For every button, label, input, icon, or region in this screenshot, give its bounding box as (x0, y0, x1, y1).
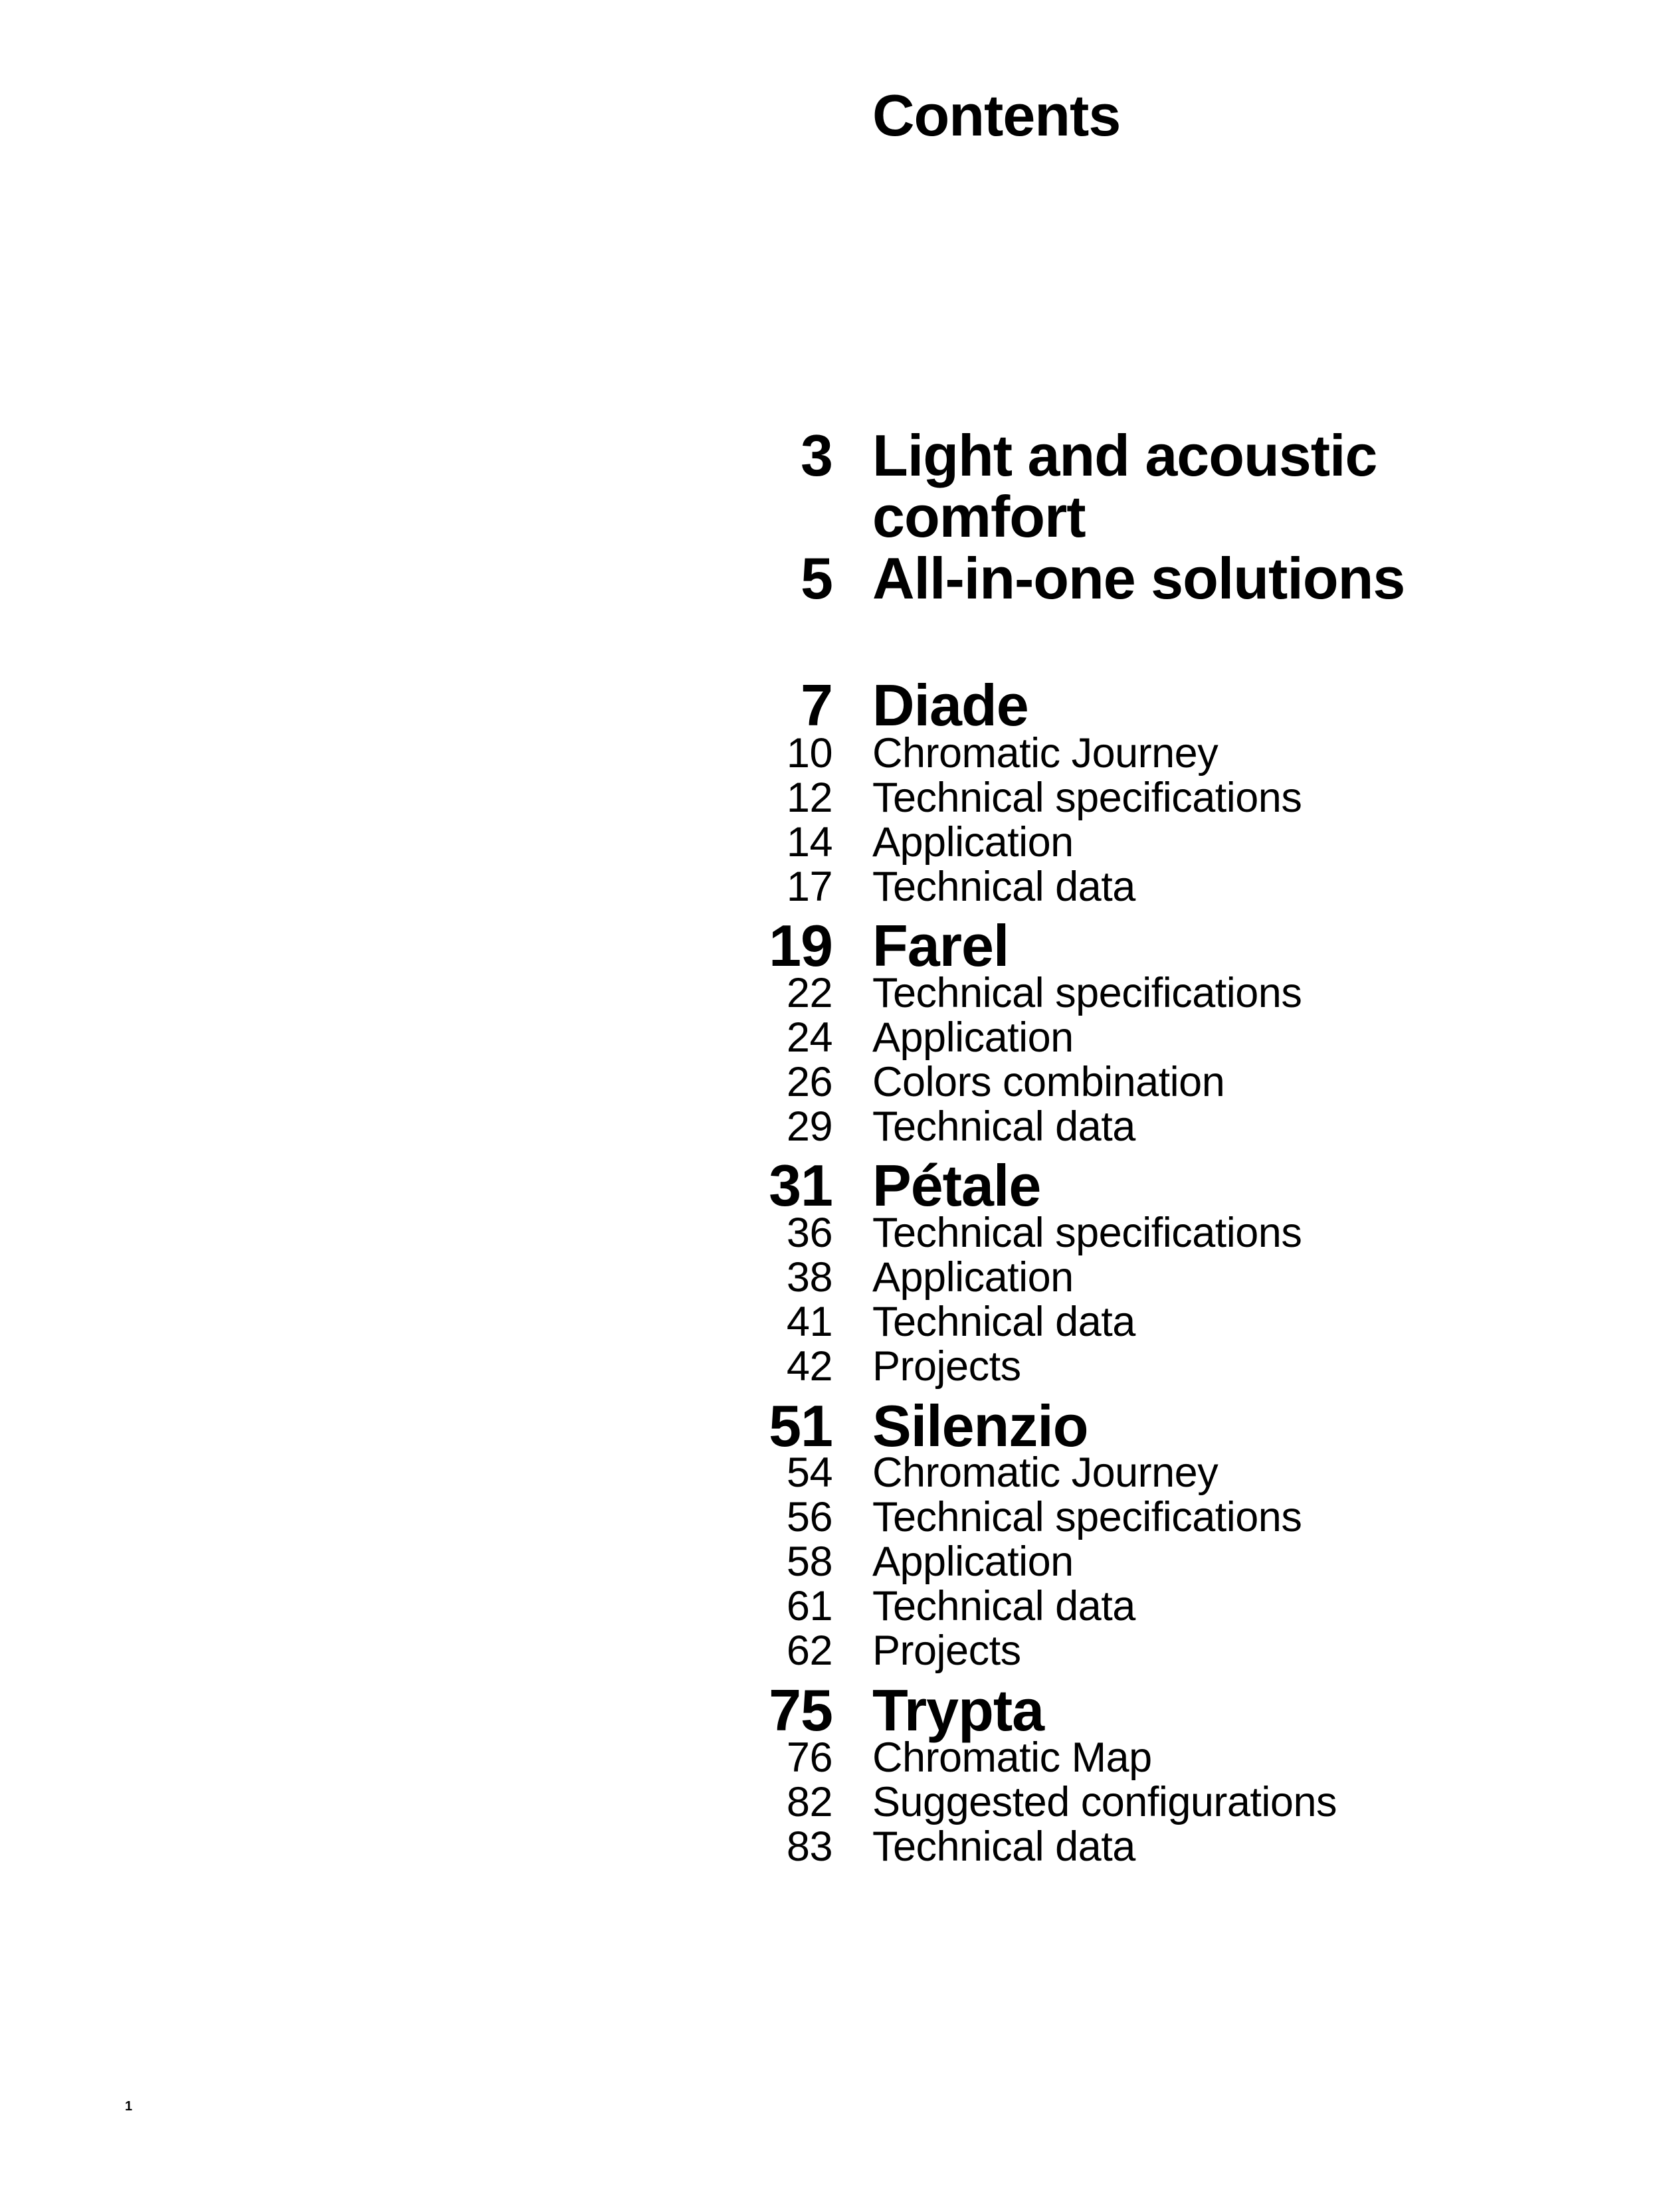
toc-page-number: 75 (769, 1677, 832, 1743)
toc-page-number: 26 (786, 1059, 832, 1105)
toc-section-title: Silenzio (872, 1393, 1088, 1459)
toc-item-label: Technical data (872, 1103, 1135, 1150)
toc-item-label: Technical specifications (872, 1494, 1302, 1540)
toc-page-number: 61 (786, 1583, 832, 1629)
toc-page-number: 10 (786, 730, 832, 777)
toc-page-number: 56 (786, 1494, 832, 1540)
toc-item-label: Application (872, 1014, 1074, 1061)
toc-item-label: Chromatic Map (872, 1734, 1152, 1781)
toc-page-number: 51 (769, 1393, 832, 1459)
toc-item-label: Technical data (872, 864, 1135, 910)
toc-page-number: 12 (786, 775, 832, 821)
toc-heading: All-in-one solutions (872, 545, 1405, 611)
toc-page-number: 7 (801, 672, 832, 738)
toc-item-label: Technical specifications (872, 1210, 1302, 1256)
toc-page-number: 38 (786, 1254, 832, 1301)
footer-page-number: 1 (125, 2099, 133, 2114)
toc-item-label: Application (872, 1538, 1074, 1585)
toc-section-title: Trypta (872, 1677, 1044, 1743)
toc-page-number: 14 (786, 819, 832, 866)
toc-item-label: Technical specifications (872, 970, 1302, 1016)
toc-page-number: 29 (786, 1103, 832, 1150)
toc-page-number: 62 (786, 1627, 832, 1674)
toc-section-title: Diade (872, 672, 1028, 738)
toc-page-number: 5 (801, 545, 832, 611)
toc-item-label: Technical data (872, 1299, 1135, 1345)
toc-item-label: Technical specifications (872, 775, 1302, 821)
toc-item-label: Application (872, 1254, 1074, 1301)
toc-item-label: Application (872, 819, 1074, 866)
toc-item-label: Technical data (872, 1583, 1135, 1629)
toc-item-label: Projects (872, 1627, 1021, 1674)
toc-page-number: 82 (786, 1779, 832, 1825)
toc-page-number: 17 (786, 864, 832, 910)
toc-heading: Light and acoustic comfort (872, 422, 1377, 549)
toc-page-number: 31 (769, 1152, 832, 1218)
toc-page-number: 83 (786, 1823, 832, 1870)
page-title: Contents (872, 82, 1121, 148)
toc-page-number: 54 (786, 1449, 832, 1496)
toc-page-number: 22 (786, 970, 832, 1016)
toc-page-number: 3 (801, 422, 832, 488)
toc-section-title: Pétale (872, 1152, 1041, 1218)
toc-item-label: Chromatic Journey (872, 730, 1219, 777)
toc-page-number: 24 (786, 1014, 832, 1061)
toc-item-label: Technical data (872, 1823, 1135, 1870)
toc-page-number: 41 (786, 1299, 832, 1345)
toc-item-label: Chromatic Journey (872, 1449, 1219, 1496)
toc-item-label: Suggested configurations (872, 1779, 1337, 1825)
toc-page-number: 36 (786, 1210, 832, 1256)
toc-section-title: Farel (872, 913, 1009, 978)
toc-item-label: Colors combination (872, 1059, 1225, 1105)
toc-page-number: 76 (786, 1734, 832, 1781)
toc-item-label: Projects (872, 1343, 1021, 1390)
toc-page-number: 19 (769, 913, 832, 978)
toc-page-number: 58 (786, 1538, 832, 1585)
toc-page-number: 42 (786, 1343, 832, 1390)
